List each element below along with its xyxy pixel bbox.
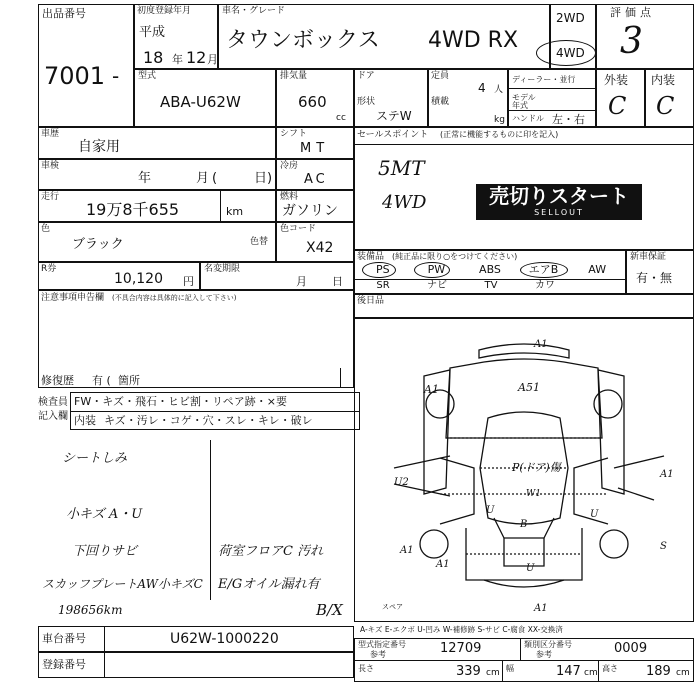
hand-note-5: 198656km [58, 603, 123, 617]
lot-number: 7001 [44, 62, 106, 90]
mileage-value: 19万8千655 [86, 200, 180, 219]
name-change-tsuki: 月 [296, 275, 307, 288]
color-code: X42 [306, 240, 334, 256]
fuel-label: 燃料 [280, 192, 299, 202]
equip-aw: AW [588, 263, 607, 276]
first-reg-month: 12 [186, 48, 207, 67]
interior-value: C [656, 92, 675, 120]
length-value: 339 [456, 664, 481, 679]
model-year-label: モデル年式 [512, 93, 536, 110]
model-value: ABA-U62W [160, 93, 241, 111]
diag-note-8: A1 [400, 545, 414, 556]
sellout-stamp [476, 184, 642, 220]
width-value: 147 [556, 664, 581, 679]
category-sub: 参考 [536, 650, 552, 659]
shift-label: シフト [280, 129, 308, 139]
shift-value: MT [300, 141, 330, 156]
hand-note-1: シートしみ [62, 451, 128, 466]
inspection-day: 日) [254, 171, 273, 186]
chassis-label: 車台番号 [42, 632, 86, 645]
repair-unit: 箇所 [118, 374, 140, 387]
color-value: ブラック [72, 237, 124, 252]
diag-note-9: S [660, 541, 667, 552]
exterior-label: 外装 [604, 73, 629, 87]
capacity-value: 4 [478, 81, 486, 95]
aircon-label: 冷房 [280, 161, 299, 171]
notes-label: 注意事項申告欄 [41, 293, 105, 303]
lot-label: 出品番号 [42, 7, 86, 20]
equipment-sub: (純正品に限り○をつけてください) [392, 252, 518, 261]
drive-2wd: 2WD [556, 11, 585, 25]
inspection-paren: ( [212, 171, 218, 186]
color-change-label: 色替 [250, 237, 269, 247]
sales-hand-1: 5MT [378, 156, 425, 180]
sellout-sub: SELLOUT [534, 208, 584, 217]
diag-note-14: A1 [436, 559, 450, 570]
model-spec-sub: 参考 [370, 650, 386, 659]
equipment-label: 装備品 [357, 252, 385, 262]
diag-note-2: A1 [424, 383, 439, 396]
warranty-label: 新車保証 [630, 252, 667, 262]
doors-label: ドア [357, 71, 375, 81]
equip-sr: SR [376, 280, 390, 291]
fuel-value: ガソリン [282, 203, 338, 219]
dealer-label: ディーラー・並行 [512, 75, 576, 84]
load-unit: kg [494, 115, 505, 125]
displacement-unit: cc [336, 113, 346, 123]
lot-dash: - [112, 64, 120, 88]
recycle-unit: 円 [183, 275, 194, 288]
equip-ps: PS [375, 263, 390, 276]
height-unit: cm [676, 668, 690, 678]
rear-box [354, 294, 694, 318]
inspection-nen: 年 [138, 171, 152, 186]
exterior-value: C [608, 92, 627, 120]
diag-note-7: A1 [660, 469, 674, 480]
equip-pw: PW [427, 263, 446, 276]
diag-note-10: U [590, 509, 599, 520]
equip-airbag-circle [520, 262, 568, 278]
first-reg-tsuki: 月 [207, 53, 218, 66]
color-label: 色 [41, 224, 51, 234]
mileage-label: 走行 [41, 192, 60, 202]
capacity-unit: 人 [494, 85, 504, 95]
name-change-label: 名変期限 [204, 264, 241, 274]
repair-label: 修復歴 [41, 374, 74, 387]
sales-hand-2: 4WD [382, 192, 427, 213]
displacement-label: 排気量 [280, 71, 308, 81]
int-codes-label: 内装 [74, 414, 96, 427]
color-code-label: 色コード [280, 224, 317, 234]
car-name-label: 車名・グレード [222, 6, 286, 16]
warranty-value: 有・無 [636, 271, 673, 285]
diag-spare: スペア [382, 603, 403, 611]
capacity-label: 定員 [431, 71, 450, 81]
first-reg-year: 18 [143, 48, 164, 67]
hand-note-6: 荷室フロアC 汚れ [218, 544, 324, 559]
hand-note-4: スカッフプレートAW小キズC [42, 577, 203, 591]
width-unit: cm [584, 668, 598, 678]
diag-note-5: W1 [526, 489, 541, 499]
category-label: 類別区分番号 [524, 640, 572, 649]
height-label: 高さ [602, 664, 618, 673]
equip-leather: カワ [535, 280, 555, 291]
diag-note-3: A51 [518, 381, 540, 394]
diag-note-4: P(ドア)傷 [512, 461, 561, 474]
equip-navi: ナビ [427, 280, 447, 291]
first-reg-nen: 年 [172, 53, 183, 66]
first-reg-label: 初度登録年月 [137, 6, 192, 16]
load-label: 積載 [431, 97, 450, 107]
handle-value: 左・右 [552, 113, 585, 126]
sales-sub: (正常に機能するものに印を記入) [440, 130, 559, 139]
rear-label: 後日品 [357, 296, 385, 306]
reg-number-label: 登録番号 [42, 658, 86, 671]
equip-tv: TV [484, 280, 498, 291]
grade-value: 3 [620, 21, 643, 62]
chassis-value: U62W-1000220 [170, 631, 279, 647]
inspection-label: 車検 [41, 161, 60, 171]
aircon-value: AC [304, 172, 328, 187]
car-grade: 4WD RX [428, 28, 519, 53]
grade-label: 評価点 [610, 6, 655, 19]
diag-note-6: U2 [394, 477, 409, 488]
shape-value: ステW [376, 109, 412, 123]
equip-airbag: エアB [528, 263, 559, 276]
drive-4wd: 4WD [556, 46, 585, 60]
history-box [38, 127, 276, 159]
category-value: 0009 [614, 641, 648, 656]
equip-ps-circle [362, 262, 396, 278]
inspector-label-1: 検査員 [38, 397, 68, 408]
sales-label: セールスポイント [357, 130, 429, 140]
inspector-label-2: 記入欄 [38, 411, 68, 422]
sellout-main: 売切りスタート [489, 184, 629, 208]
model-spec-value: 12709 [440, 641, 482, 656]
history-value: 自家用 [78, 139, 120, 155]
mileage-unit: km [226, 205, 244, 218]
equip-pw-circle [414, 262, 450, 278]
shape-label: 形状 [357, 97, 376, 107]
recycle-value: 10,120 [114, 271, 163, 287]
damage-legend: A-キズ E-エクボ U-凹み W-補修跡 S-サビ C-腐食 XX-交換済 [360, 625, 563, 634]
inspection-tsuki: 月 [196, 171, 210, 186]
interior-label: 内装 [651, 73, 676, 87]
height-value: 189 [646, 664, 671, 679]
notes-box [38, 290, 354, 388]
handle-label: ハンドル [512, 114, 544, 123]
length-label: 長さ [358, 664, 374, 673]
equipment-row-1 [356, 264, 624, 278]
diag-note-1: A1 [534, 339, 548, 350]
ext-codes-text: FW・キズ・飛石・ヒビ割・リペア跡・×要 [74, 395, 287, 408]
equip-abs: ABS [479, 263, 501, 276]
int-codes-text: キズ・汚レ・コゲ・穴・スレ・キレ・破レ [104, 414, 313, 427]
notes-sub: (不具合内容は具体的に記入して下さい) [112, 294, 237, 302]
hand-note-3: 下回りサビ [72, 544, 138, 559]
history-label: 車歴 [41, 129, 60, 139]
diag-note-15: B [520, 519, 528, 530]
model-label: 型式 [138, 71, 157, 81]
hand-note-7: E/Gオイル漏れ有 [218, 577, 320, 592]
name-change-day: 日 [332, 275, 343, 288]
displacement-value: 660 [298, 93, 327, 111]
diag-note-13: A1 [534, 603, 548, 614]
recycle-label: R券 [41, 264, 57, 274]
diag-note-11: U [486, 505, 495, 516]
length-unit: cm [486, 668, 500, 678]
repair-value: 有 ( [92, 374, 111, 387]
width-label: 幅 [506, 664, 514, 673]
model-spec-label: 型式指定番号 [358, 640, 406, 649]
hand-note-2: 小キズ A・U [66, 507, 143, 522]
first-reg-era: 平成 [139, 25, 166, 40]
car-name: タウンボックス [226, 28, 380, 53]
equipment-row-2 [356, 281, 624, 293]
inspection-box [38, 159, 276, 190]
hand-note-8: B/X [316, 601, 343, 619]
diag-note-12: U [526, 563, 535, 574]
